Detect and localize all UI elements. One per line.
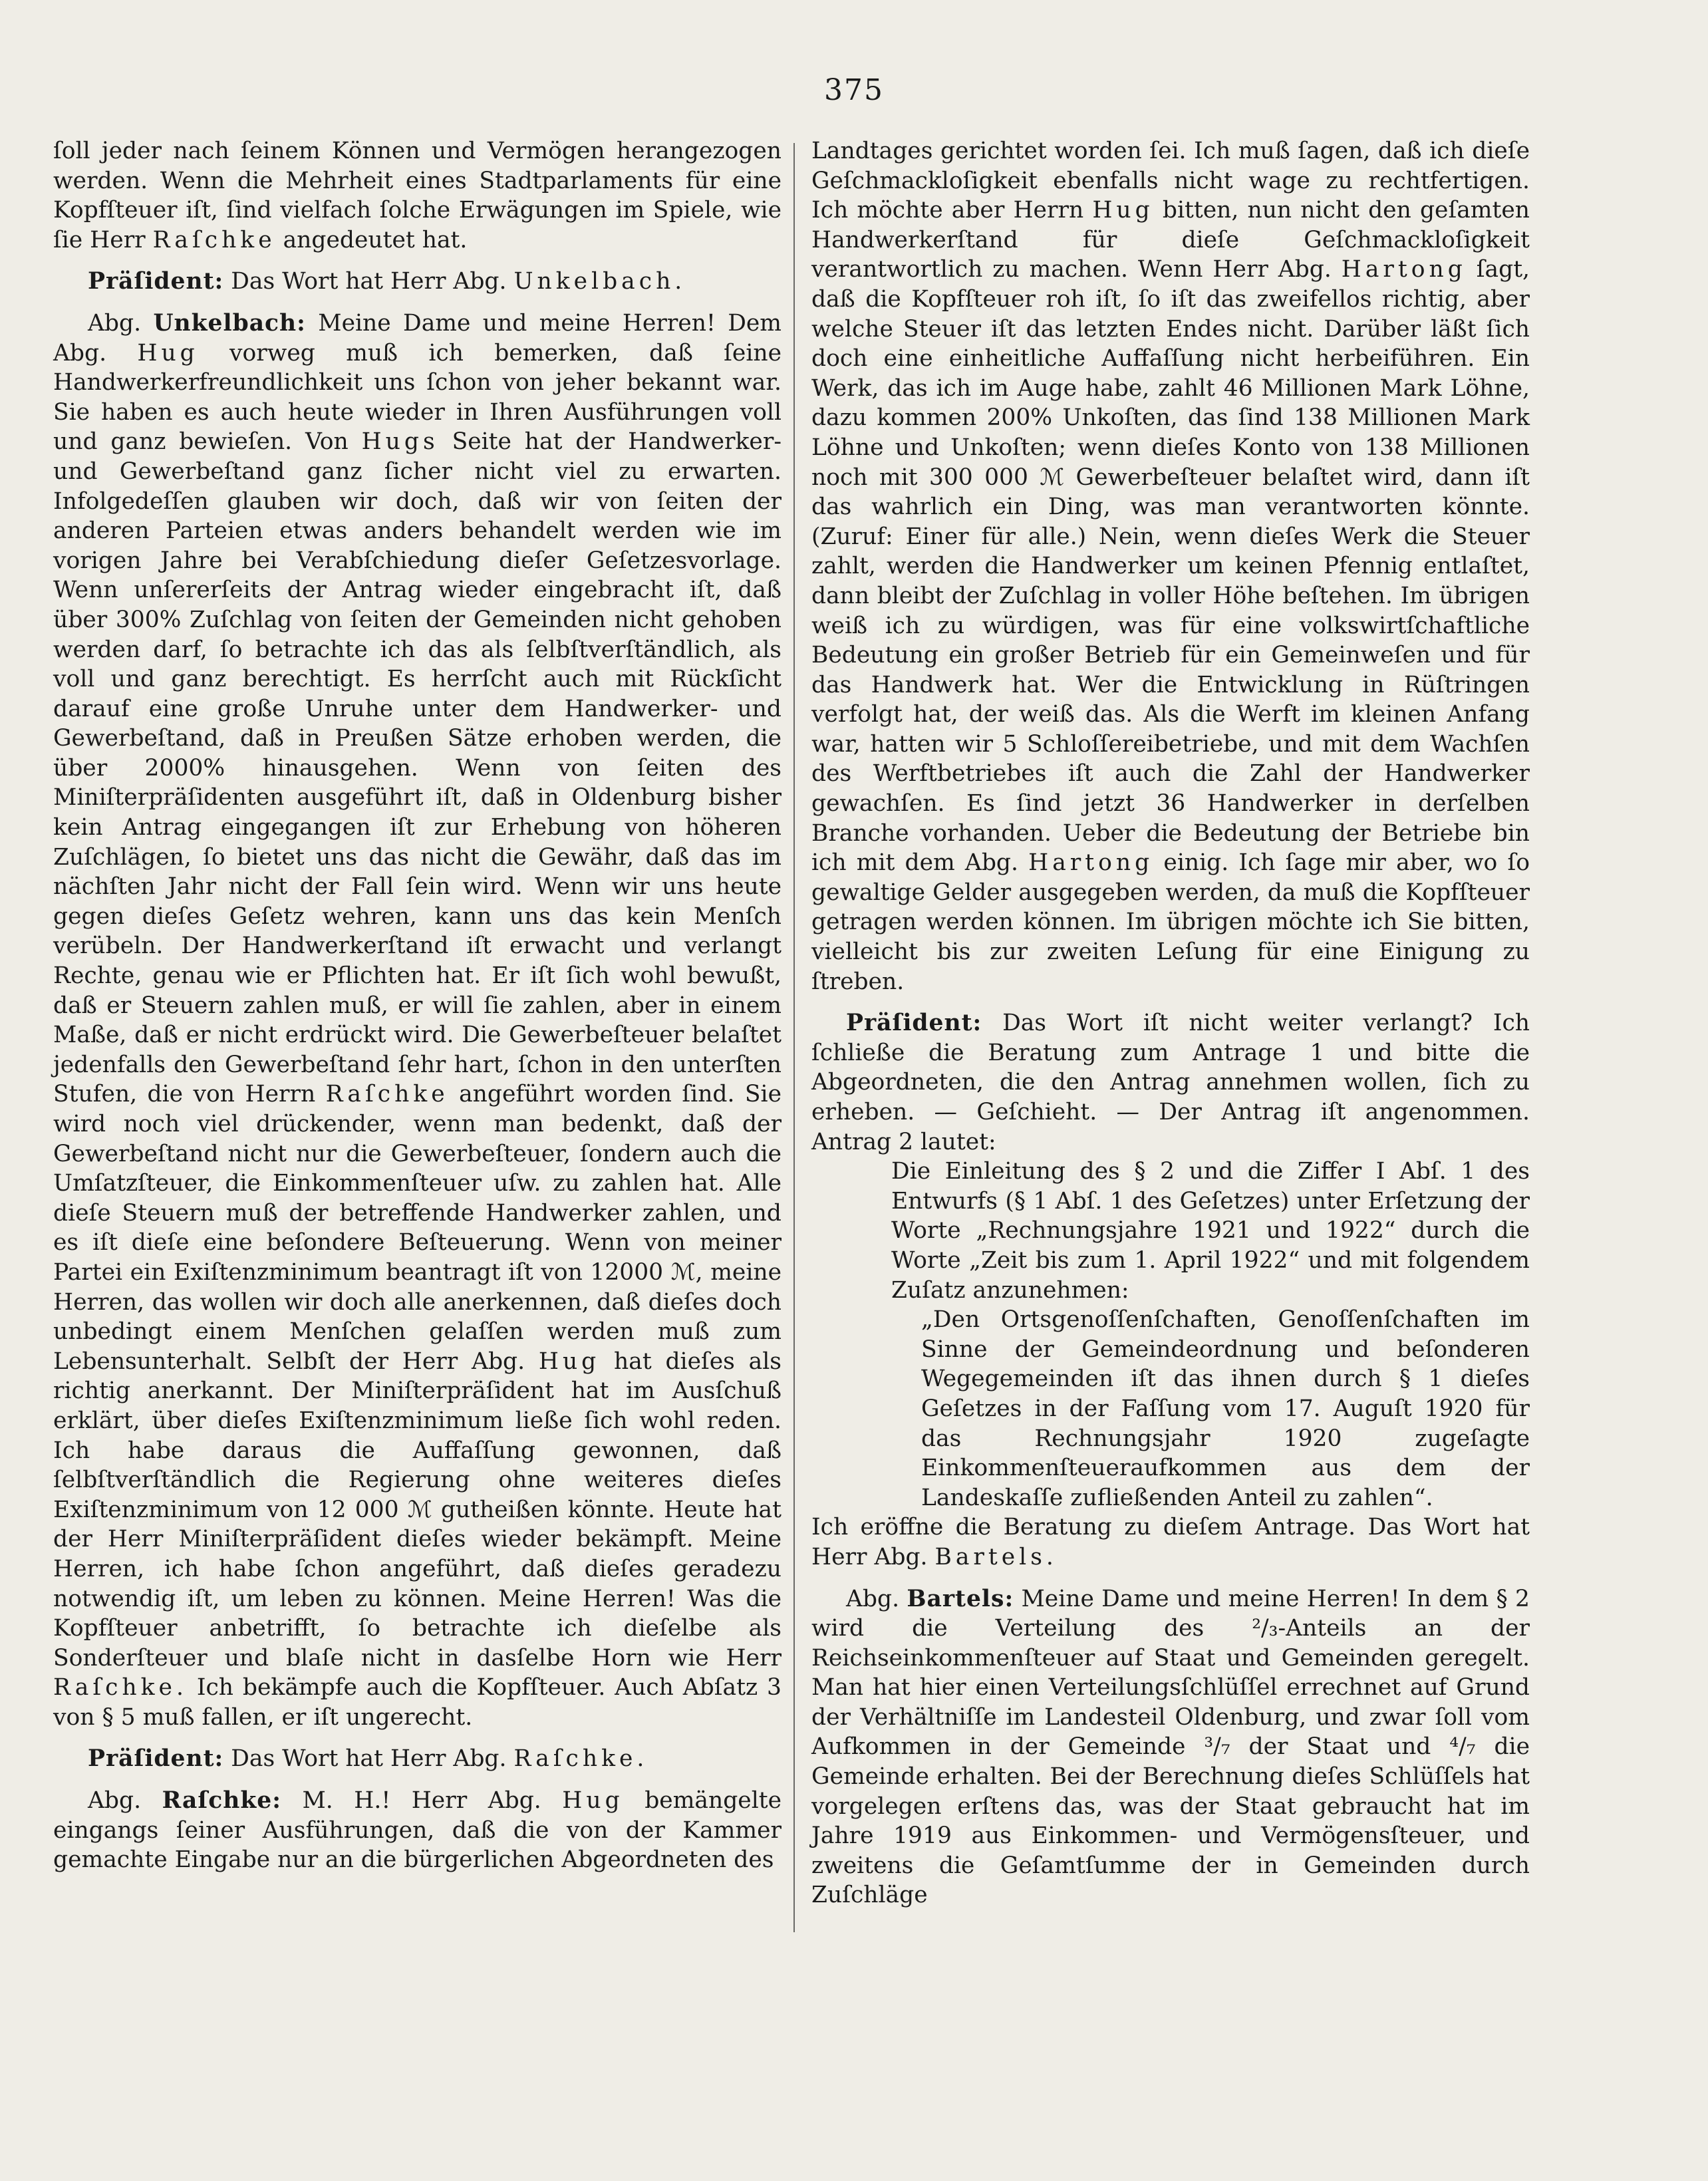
speaker-label: Unkelbach:: [153, 309, 306, 337]
speaker-name: Bartels.: [934, 1543, 1058, 1570]
speech-unkelbach: Abg. Unkelbach: Meine Dame und meine Herren! Dem Abg. Hug vorweg muß ich bemerken, daß ſeine Handwerkerfreundlichkeit uns ſchon von jeher bekannt war. Sie haben es auch heute wieder in Ihren Ausführungen voll und ganz bewieſen. Von Hugs Seite hat der Handwerker- und Gewerbeſtand ganz ſicher nicht viel zu erwarten. Infolgedeſſen glauben wir doch, daß wir von ſeiten der anderen Parteien etwas anders behandelt werden wie im vorigen Jahre bei Verabſchiedung dieſer Geſetzesvorlage. Wenn unſererſeits der Antrag wieder eingebracht iſt, daß über 300% Zuſchlag von ſeiten der Gemeinden nicht gehoben werden darf, ſo betrachte ich das als ſelbſtverſtändlich, als voll und ganz berechtigt. Es herrſcht auch mit Rückſicht darauf eine große Unruhe unter dem Handwerker- und Gewerbeſtand, daß in Preußen Sätze erhoben werden, die über 2000% hinausgehen. Wenn von ſeiten des Miniſterpräſidenten ausgeführt iſt, daß in Oldenburg bisher kein Antrag eingegangen iſt zur Erhebung von höheren Zuſchlägen, ſo bietet uns das nicht die Gewähr, daß das im nächſten Jahr nicht der Fall ſein wird. Wenn wir uns heute gegen dieſes Geſetz wehren, kann uns das kein Menſch verübeln. Der Handwerkerſtand iſt erwacht und verlangt Rechte, genau wie er Pflichten hat. Er iſt ſich wohl bewußt, daß er Steuern zahlen muß, er will ſie zahlen, aber in einem Maße, daß er nicht erdrückt wird. Die Gewerbeſteuer belaſtet jedenfalls den Gewerbeſtand ſehr hart, ſchon in den unterſten Stufen, die von Herrn Raſchke angeführt worden ſind. Sie wird noch viel drückender, wenn man bedenkt, daß der Gewerbeſtand nicht nur die Gewerbeſteuer, ſondern auch die Umſatzſteuer, die Einkommenſteuer uſw. zu zahlen hat. Alle dieſe Steuern muß der betreffende Handwerker zahlen, und es iſt dieſe eine beſondere Beſteuerung. Wenn von meiner Partei ein Exiſtenzminimum beantragt iſt von 12000 ℳ, meine Herren, das wollen wir doch alle anerkennen, daß dieſes doch unbedingt einem Menſchen gelaſſen werden muß zum Lebensunterhalt. Selbſt der Herr Abg. Hug hat dieſes als richtig anerkannt. Der Miniſterpräſident hat im Ausſchuß erklärt, über dieſes Exiſtenzminimum ließe ſich wohl reden. Ich habe daraus die Auffaſſung gewonnen, daß ſelbſtverſtändlich die Regierung ohne weiteres dieſes Exiſtenzminimum von 12 000 ℳ gutheißen könnte. Heute hat der Herr Miniſterpräſident dieſes wieder bekämpft. Meine Herren, ich habe ſchon angeführt, daß dieſes geradezu notwendig iſt, um leben zu können. Meine Herren! Was die Kopfſteuer anbetrifft, ſo betrachte ich dieſelbe als Sonderſteuer und blaſe nicht in dasſelbe Horn wie Herr Raſchke. Ich bekämpfe auch die Kopfſteuer. Auch Abſatz 3 von § 5 muß fallen, er iſt ungerecht.: [53, 309, 782, 1731]
speech-raschke: Abg. Raſchke: M. H.! Herr Abg. Hug bemängelte eingangs ſeiner Ausführungen, daß die von der Kammer gemachte Eingabe nur an die bürgerlichen Abgeordneten des: [53, 1787, 782, 1874]
paragraph: Landtages gerichtet worden ſei. Ich muß ſagen, daß ich dieſe Geſchmackloſigkeit ebenfalls nicht wage zu rechtfertigen. Ich möchte aber Herrn Hug bitten, nun nicht den geſamten Handwerkerſtand für dieſe Geſchmackloſigkeit verantwortlich zu machen. Wenn Herr Abg. Hartong ſagt, daß die Kopfſteuer roh iſt, ſo iſt das zweifellos richtig, aber welche Steuer iſt das letzten Endes nicht. Darüber läßt ſich doch eine einheitliche Auffaſſung nicht herbeiführen. Ein Werk, das ich im Auge habe, zahlt 46 Millionen Mark Löhne, dazu kommen 200% Unkoſten, das ſind 138 Millionen Mark Löhne und Unkoſten; wenn dieſes Konto von 138 Millionen noch mit 300 000 ℳ Gewerbeſteuer belaſtet wird, dann iſt das wahrlich ein Ding, was man verantworten könnte. (Zuruf: Einer für alle.) Nein, wenn dieſes Werk die Steuer zahlt, werden die Handwerker um keinen Pfennig entlaſtet, dann bleibt der Zuſchlag in voller Höhe beſtehen. Im übrigen weiß ich zu würdigen, was für eine volkswirtſchaftliche Bedeutung ein großer Betrieb für ein Gemeinweſen und für das Handwerk hat. Wer die Entwicklung in Rüſtringen verfolgt hat, der weiß das. Als die Werft im kleinen Anfang war, hatten wir 5 Schloſſereibetriebe, und mit dem Wachſen des Werftbetriebes iſt auch die Zahl der Handwerker gewachſen. Es ſind jetzt 36 Handwerker in derſelben Branche vorhanden. Ueber die Bedeutung der Betriebe bin ich mit dem Abg. Hartong einig. Ich ſage mir aber, wo ſo gewaltige Gelder ausgegeben werden, da muß die Kopfſteuer getragen werden können. Im übrigen möchte ich Sie bitten, vielleicht bis zur zweiten Leſung für eine Einigung zu ſtreben.: [811, 138, 1530, 995]
speech-bartels: Abg. Bartels: Meine Dame und meine Herren! In dem § 2 wird die Verteilung des ²/₃-Anteils an der Reichseinkommenſteuer auf Staat und Gemeinden geregelt. Man hat hier einen Verteilungsſchlüſſel errechnet auf Grund der Verhältniſſe im Landesteil Oldenburg, und zwar ſoll vom Aufkommen in der Gemeinde ³/₇ der Staat und ⁴/₇ die Gemeinde erhalten. Bei der Berechnung dieſes Schlüſſels hat vorgelegen erſtens das, was der Staat gebraucht hat im Jahre 1919 aus Einkommen- und Vermögensſteuer, und zweitens die Geſamtſumme der in Gemeinden durch Zuſchläge: [811, 1585, 1530, 1909]
paragraph: Ich eröffne die Beratung zu dieſem Antrage. Das Wort hat Herr Abg. Bartels.: [811, 1514, 1530, 1570]
president-statement: Präſident: Das Wort hat Herr Abg. Unkelbach.: [88, 268, 686, 295]
president-statement: Präſident: Das Wort iſt nicht weiter verlangt? Ich ſchließe die Beratung zum Antrage 1 und bitte die Abgeordneten, die den Antrag annehmen wollen, ſich zu erheben. — Geſchieht. — Der Antrag iſt angenommen. Antrag 2 lautet:: [811, 1010, 1530, 1155]
motion-text: Die Einleitung des § 2 und die Ziffer I Abſ. 1 des Entwurfs (§ 1 Abſ. 1 des Geſetzes) unter Erſetzung der Worte „Rechnungsjahre 1921 und 1922“ durch die Worte „Zeit bis zum 1. April 1922“ und mit folgendem Zuſatz anzunehmen:: [891, 1158, 1530, 1304]
speaker-name: Raſchke.: [513, 1745, 648, 1773]
paragraph: ſoll jeder nach ſeinem Können und Vermögen herangezogen werden. Wenn die Mehrheit eines Stadtparlaments für eine Kopfſteuer iſt, ſind vielfach ſolche Erwägungen im Spiele, wie ſie Herr Raſchke angedeutet hat.: [53, 138, 782, 253]
left-column: [53, 136, 782, 1875]
speaker-label: Präſident:: [88, 268, 224, 295]
right-column: [811, 136, 1530, 1910]
speaker-label: Präſident:: [846, 1010, 982, 1037]
president-statement: Präſident: Das Wort hat Herr Abg. Raſchke.: [88, 1745, 648, 1773]
speaker-name: Raſchke: [152, 226, 276, 253]
motion-quote: „Den Ortsgenoſſenſchaften, Genoſſenſchaften im Sinne der Gemeindeordnung und beſonderen Wegegemeinden iſt das ihnen durch § 1 dieſes Geſetzes in der Faſſung vom 17. Auguſt 1920 für das Rechnungsjahr 1920 zugeſagte Einkommenſteueraufkommen aus dem der Landeskaſſe zufließenden Anteil zu zahlen“.: [921, 1306, 1530, 1511]
speaker-label: Bartels:: [907, 1585, 1014, 1612]
column-divider: [793, 143, 795, 1932]
speaker-name: Unkelbach.: [513, 268, 686, 295]
speaker-label: Präſident:: [88, 1745, 224, 1773]
speaker-label: Raſchke:: [162, 1787, 281, 1815]
page-number: 375: [824, 73, 884, 107]
